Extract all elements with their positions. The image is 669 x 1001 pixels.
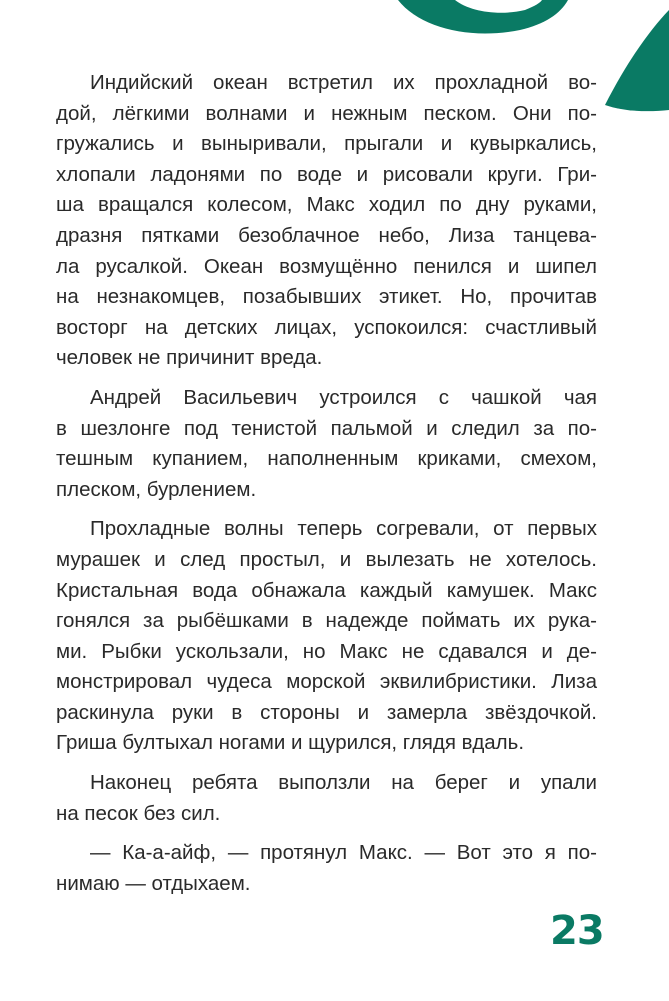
paragraph-3 xyxy=(56,514,597,759)
text-line: Андрей Васильевич устроился с чашкой чая xyxy=(90,385,597,409)
text-line: хлопали ладонями по воде и рисовали круги. Гри- xyxy=(56,162,597,186)
text-line: тешным купанием, наполненным криками, смехом, xyxy=(56,447,597,471)
text-line: Индийский океан встретил их прохладной во- xyxy=(90,71,597,94)
leaf-shape-inner xyxy=(455,0,542,13)
text-line: плеском, бурлением. xyxy=(56,477,257,501)
page-number: 23 xyxy=(550,908,604,954)
text-line: ша вращался колесом, Макс ходил по дну руками, xyxy=(56,193,597,217)
text-line: монстрировал чудеса морской эквилибристики. Лиза xyxy=(56,670,597,694)
body-text xyxy=(56,68,597,899)
text-line: дразня пятками безоблачное небо, Лиза танцева- xyxy=(56,223,597,247)
text-line: ла русалкой. Океан возмущённо пенился и шипел xyxy=(56,254,597,278)
text-line: на песок без сил. xyxy=(56,801,221,825)
text-line: мурашек и след простыл, и вылезать не хотелось. xyxy=(56,547,597,571)
text-line: дой, лёгкими волнами и нежным песком. Они по- xyxy=(56,101,597,125)
paragraph-5 xyxy=(56,838,597,899)
leaf-shape-right xyxy=(605,10,669,111)
leaf-shape-left xyxy=(398,0,568,33)
text-line: на незнакомцев, позабывших этикет. Но, прочитав xyxy=(56,285,597,309)
text-line: Наконец ребята выползли на берег и упали xyxy=(90,771,597,795)
text-line: Прохладные волны теперь согревали, от первых xyxy=(90,517,597,541)
text-line: восторг на детских лицах, успокоился: счастливый xyxy=(56,315,597,339)
text-line: ми. Рыбки ускользали, но Макс не сдавался и де- xyxy=(56,639,597,663)
paragraph-2 xyxy=(56,383,597,505)
paragraph-4 xyxy=(56,768,597,829)
text-line: в шезлонге под тенистой пальмой и следил за по- xyxy=(56,416,597,440)
text-line: гонялся за рыбёшками в надежде поймать их рука- xyxy=(56,609,597,633)
text-line: нимаю — отдыхаем. xyxy=(56,871,251,895)
text-line: гружались и выныривали, прыгали и кувыркались, xyxy=(56,132,597,156)
paragraph-1 xyxy=(56,68,597,374)
text-line: Гриша бултыхал ногами и щурился, глядя вдаль. xyxy=(56,731,525,755)
text-line: человек не причинит вреда. xyxy=(56,346,323,370)
text-line: — Ка-а-айф, — протянул Макс. — Вот это я по- xyxy=(90,841,597,865)
text-line: Кристальная вода обнажала каждый камушек. Макс xyxy=(56,578,597,602)
text-line: раскинула руки в стороны и замерла звёздочкой. xyxy=(56,700,597,724)
